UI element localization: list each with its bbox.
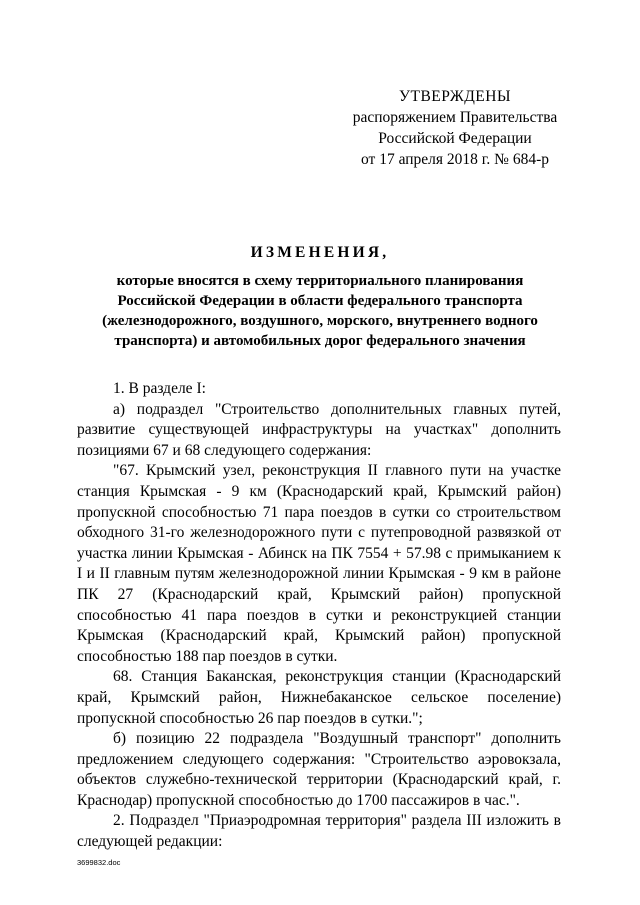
approval-block [340, 86, 570, 170]
approval-date-line: от 17 апреля 2018 г. № 684-р [361, 151, 549, 168]
document-subtitle: которые вносятся в схему территориального планирования Российской Федерации в области федерального транспорта (железнодорожного, воздушного, морского, внутреннего водного транспорта) и автомобильных дорог федерального значения [102, 273, 538, 349]
paragraph-section-1: 1. В разделе I: [113, 380, 206, 397]
paragraph-item-b: б) позицию 22 подраздела "Воздушный транспорт" дополнить предложением следующего содержания: "Строительство аэровокзала, объектов служебно-технической территории (Краснодарский край, г. Краснодар) пропускной способностью до 1700 пассажиров в час.". [77, 730, 561, 809]
paragraph-item-a: а) подраздел "Строительство дополнительных главных путей, развитие существующей инфраструктуры на участках" дополнить позициями 67 и 68 следующего содержания: [77, 400, 561, 459]
document-title: ИЗМЕНЕНИЯ, [250, 244, 390, 261]
approval-government-line: Российской Федерации [378, 130, 532, 147]
paragraph-position-68: 68. Станция Баканская, реконструкция станции (Краснодарский край, Крымский район, Нижнебаканское сельское поселение) пропускной способностью 26 пар поездов в сутки."; [77, 668, 561, 727]
approval-decree-line: распоряжением Правительства [352, 109, 558, 126]
paragraph-section-2: 2. Подраздел "Приаэродромная территория" раздела III изложить в следующей редакции: [77, 812, 561, 851]
approval-heading: УТВЕРЖДЕНЫ [399, 88, 511, 105]
paragraph-position-67: "67. Крымский узел, реконструкция II главного пути на участке станция Крымская - 9 км (Краснодарский край, Крымский район) пропускной способностью 71 пара поездов в сутки со строительством обходного 31-го железнодорожного пути с путепроводной развязкой от участка линии Крымская - Абинск на ПК 7554 + 57.98 с примыканием к I и II главным путям железнодорожной линии Крымская - 9 км в районе ПК 27 (Краснодарский край, Крымский район) пропускной способностью 41 пара поездов в сутки и реконструкцией станции Крымская (Краснодарский край, Крымский район) пропускной способностью 188 пар поездов в сутки. [77, 462, 561, 665]
document-body [77, 379, 561, 853]
file-reference: 3699832.doc [77, 858, 121, 867]
